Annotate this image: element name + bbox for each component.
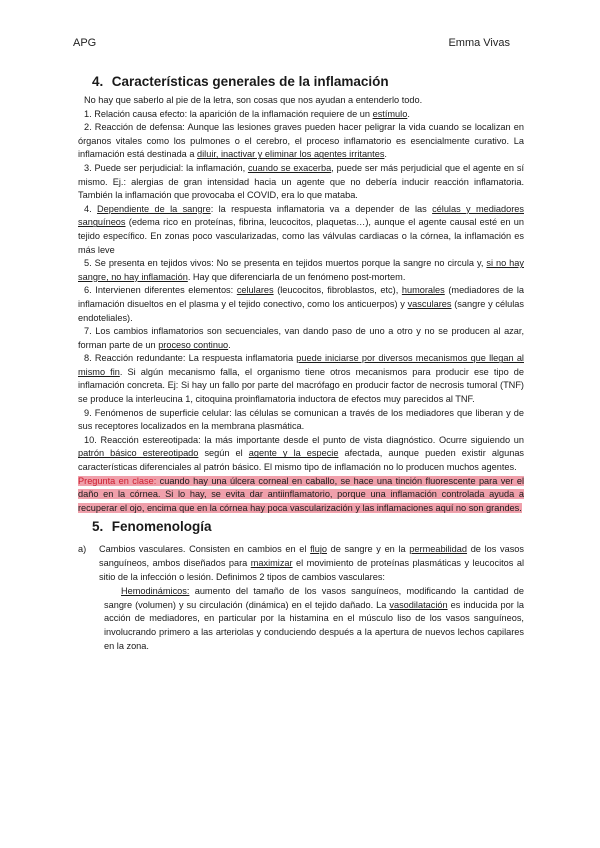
list-item-4: 4. Dependiente de la sangre: la respuesta inflamatoria va a depender de las células y mediadores sanguíneos (edema rico en proteínas, fibrina, leucocitos, plaquetas…), aunque el agente causal esté en un tejido específico. En zonas poco vascularizadas, como las válvulas cardiacas o la córnea, la inflamación es más leve [78, 203, 524, 255]
note-text: cuando hay una úlcera corneal en caballo, se hace una tinción fluorescente para ver el daño en la córnea. Si lo hay, se evita dar antiinflamatorio, porque una inflamación controlada ayuda a recuperar el ojo, encima que en la córnea hay poca vascularización y las inflamaciones aquí no son grandes. [78, 475, 524, 513]
list-item-3: 3. Puede ser perjudicial: la inflamación, cuando se exacerba, puede ser más perjudicial que el agente en sí mismo. Ej.: alergias de gran intensidad hacia un agente que no debería inducir reacción inflamatoria. También la inflamación que provocaba el COVID, era lo que mataba. [78, 162, 525, 201]
list-item-2: 2. Reacción de defensa: Aunque las lesiones graves pueden hacer peligrar la vida cuando se localizan en órganos vitales como los pulmones o el cerebro, el proceso inflamatorio es esencialmente curativo. La inflamación está destinada a diluir, inactivar y eliminar los agentes irritantes. [78, 122, 524, 160]
list-item-9: 9. Fenómenos de superficie celular: las células se comunican a través de los mediadores que liberan y de sus receptores localizados en la membrana plasmática. [78, 407, 524, 432]
vasodilation-term: vasodilatación [389, 599, 448, 610]
section-number: 4. [92, 74, 104, 89]
document-body [78, 73, 524, 653]
section-title: Fenomenología [111, 519, 212, 535]
section-5-heading [78, 518, 524, 536]
section-title: Características generales de la inflamación [111, 74, 389, 89]
list-item-7: 7. Los cambios inflamatorios son secuenciales, van dando paso de uno a otro y no se producen al azar, forman parte de un proceso continuo. [78, 326, 524, 350]
section-4-intro: No hay que saberlo al pie de la letra, son cosas que nos ayudan a entenderlo todo. [84, 95, 423, 105]
note-label: Pregunta en clase: [78, 475, 157, 486]
sublist-text: Cambios vasculares. Consisten en cambios en el flujo de sangre y en la permeabilidad de los vasos sanguíneos, ambos diseñados para maximizar el movimiento de proteínas plasmáticas y leucocitos al sitio de la infección o lesión. Definimos 2 tipos de cambios vasculares: [99, 544, 525, 582]
header-left: APG [73, 37, 97, 49]
hemodynamic-paragraph: Hemodinámicos: aumento del tamaño de los vasos sanguíneos, modificando la cantidad de sangre (volumen) y su circulación (dinámica) en el tejido dañado. La vasodilatación es inducida por la acción de mediadores, en particular por la histamina en el músculo liso de los vasos sanguíneos, involucrando primero a las arteriolas y conduciendo después a la apertura de nuevos lechos capilares en la zona. [104, 586, 524, 651]
list-item-10: 10. Reacción estereotipada: la más importante desde el punto de vista diagnóstico. Ocurre siguiendo un patrón básico estereotipado según el agente y la especie afectada, aunque pueden existir algunas características diferenciales al patrón básico. El mismo tipo de inflamación no lo producen muchos agentes. [78, 434, 525, 473]
class-question-note [78, 475, 524, 516]
list-item-6: 6. Intervienen diferentes elementos: celulares (leucocitos, fibroblastos, etc), humorales (mediadores de la inflamación disueltos en el plasma y el tejido conectivo, como los anticuerpos) y vasculares (sangre y células endoteliales). [78, 285, 524, 323]
note-highlight [78, 476, 524, 513]
section-4-heading [78, 73, 524, 91]
list-item-8: 8. Reacción redundante: La respuesta inflamatoria puede iniciarse por diversos mecanismos que llegan al mismo fin. Si algún mecanismo falla, el organismo tiene otros mecanismos para producir ese tipo de inflamación concreta. Ej: Si hay un fallo por parte del macrófago en producir factor de necrosis tumoral (TNF) se produce la interleucina 1, citoquina proinflamatoria inductora de efectos muy parecidos al TNF. [78, 353, 524, 405]
sublist-label: a) [78, 544, 87, 555]
sublist-item-a [78, 543, 524, 584]
list-item-5: 5. Se presenta en tejidos vivos: No se presenta en tejidos muertos porque la sangre no circula y, si no hay sangre, no hay inflamación. Hay que diferenciarla de un fenómeno post-mortem. [78, 258, 524, 282]
section-number: 5. [92, 519, 104, 535]
hemodynamic-term: Hemodinámicos: [121, 586, 190, 597]
header-right: Emma Vivas [448, 37, 510, 49]
list-item-1: 1. Relación causa efecto: la aparición de la inflamación requiere de un estímulo. [84, 108, 410, 119]
